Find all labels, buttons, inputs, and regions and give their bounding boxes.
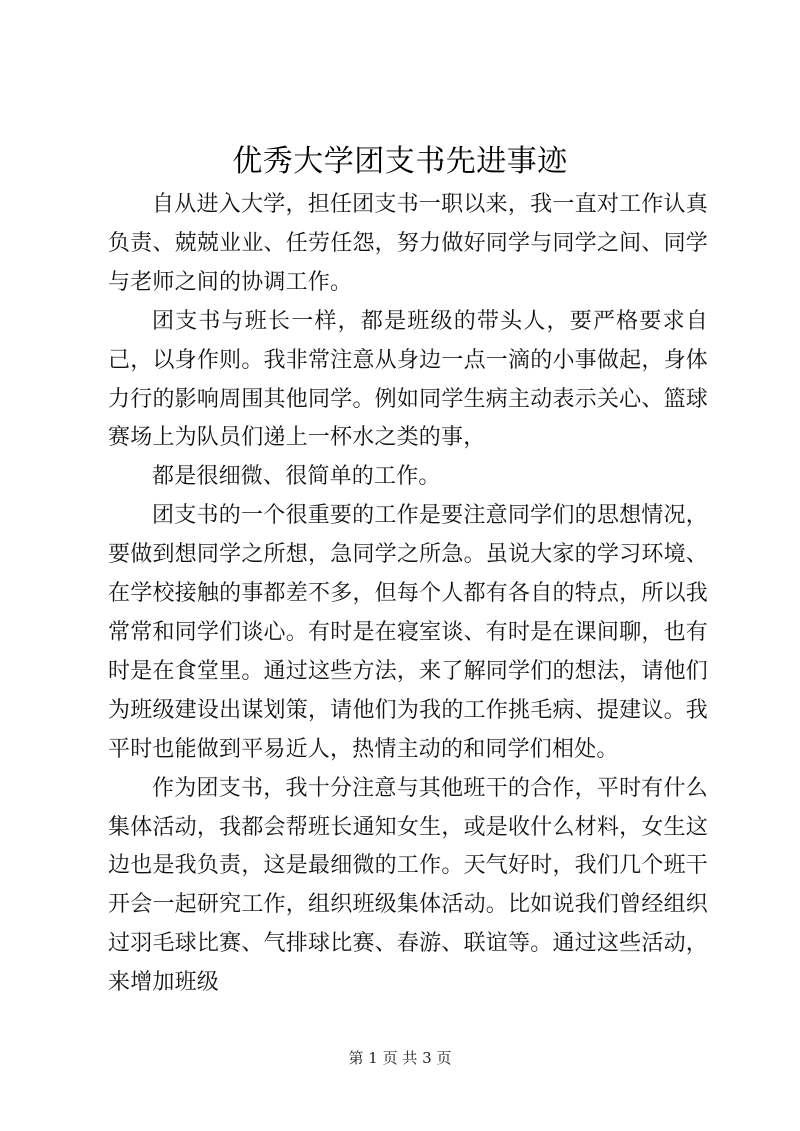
paragraph: 团支书与班长一样，都是班级的带头人，要严格要求自己，以身作则。我非常注意从身边一点一滴的小事做起，身体力行的影响周围其他同学。例如同学生病主动表示关心、篮球赛场上为队员们递上一杯水之类的事， [108, 308, 708, 451]
page-title: 优秀大学团支书先进事迹 [232, 144, 568, 179]
page-footer: 第 1 页 共 3 页 [348, 1049, 452, 1067]
paragraph: 团支书的一个很重要的工作是要注意同学们的思想情况，要做到想同学之所想，急同学之所急。虽说大家的学习环境、在学校接触的事都差不多，但每个人都有各自的特点，所以我常常和同学们谈心。有时是在寝室谈、有时是在课间聊，也有时是在食堂里。通过这些方法，来了解同学们的想法，请他们为班级建设出谋划策，请他们为我的工作挑毛病、提建议。我平时也能做到平易近人，热情主动的和同学们相处。 [108, 503, 708, 762]
paragraph: 都是很细微、很简单的工作。 [152, 464, 441, 490]
paragraph: 作为团支书，我十分注意与其他班干的合作，平时有什么集体活动，我都会帮班长通知女生，或是收什么材料，女生这边也是我负责，这是最细微的工作。天气好时，我们几个班干开会一起研究工作，组织班级集体活动。比如说我们曾经组织过羽毛球比赛、气排球比赛、春游、联谊等。通过这些活动，来增加班级 [108, 775, 708, 996]
paragraph: 自从进入大学，担任团支书一职以来，我一直对工作认真负责、兢兢业业、任劳任怨，努力做好同学与同学之间、同学与老师之间的协调工作。 [108, 192, 708, 295]
document-body [108, 186, 708, 1003]
